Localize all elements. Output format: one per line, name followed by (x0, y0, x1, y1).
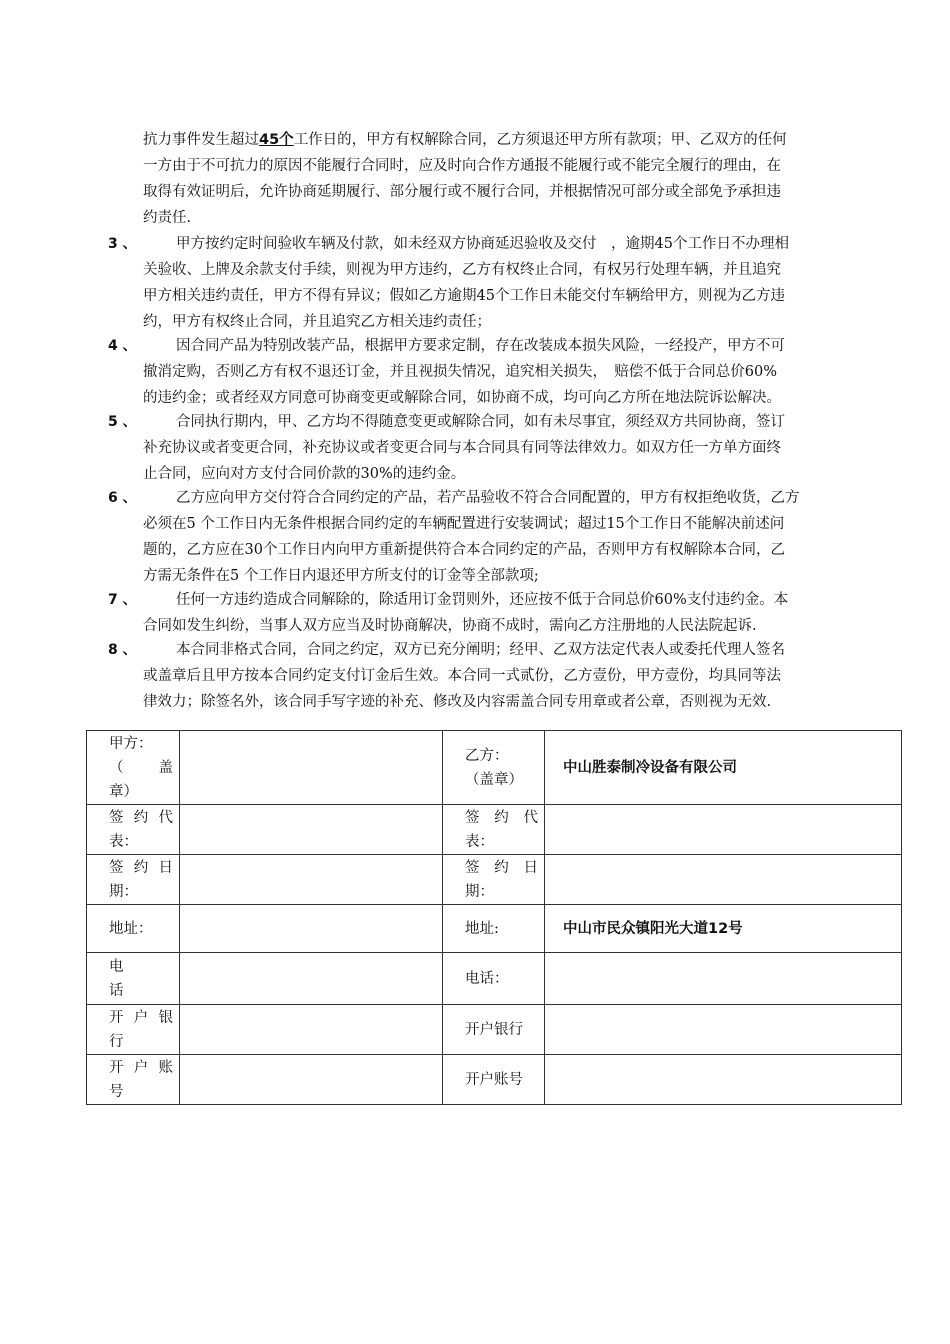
row-bank (87, 1005, 902, 1055)
clause-8-line-1: 本合同非格式合同，合同之约定，双方已充分阐明；经甲、乙双方法定代表人或委托代理人签名 (176, 642, 785, 658)
party-a-label: 甲方： （ 盖 章） (87, 731, 180, 805)
clause-5-line-2: 补充协议或者变更合同，补充协议或者变更合同与本合同具有同等法律效力。如双方任一方单方面终 (143, 440, 781, 456)
clause-7-line-1: 任何一方违约造成合同解除的，除适用订金罚则外，还应按不低于合同总价60%支付违约金。本 (176, 592, 789, 608)
row-account (87, 1055, 902, 1105)
clause-6-number: 6 、 (108, 490, 137, 506)
date-b-label: 签约日 期： (443, 855, 545, 905)
account-b-label: 开户账号 (443, 1055, 545, 1105)
clause-6-line-2: 必须在5 个工作日内无条件根据合同约定的车辆配置进行安装调试；超过15个工作日不能解决前述问 (143, 516, 785, 532)
clause-6-line-4: 方需无条件在5 个工作日内退还甲方所支付的订金等全部款项; (143, 568, 539, 584)
address-a-value[interactable] (180, 905, 443, 953)
clause-3-line-2: 关验收、上牌及余款支付手续，则视为甲方违约，乙方有权终止合同，有权另行处理车辆，并且追究 (143, 262, 781, 278)
clause-2-line-3: 取得有效证明后，允许协商延期履行、部分履行或不履行合同，并根据情况可部分或全部免予承担违 (143, 184, 781, 200)
row-representative (87, 805, 902, 855)
clause-2-line-2: 一方由于不可抗力的原因不能履行合同时，应及时向合作方通报不能履行或不能完全履行的理由，在 (143, 158, 781, 174)
clause-8-line-2: 或盖章后且甲方按本合同约定支付订金后生效。本合同一式贰份，乙方壹份，甲方壹份，均具同等法 (143, 668, 781, 684)
account-a-label: 开户账 号 (87, 1055, 180, 1105)
clause-3-line-3: 甲方相关违约责任，甲方不得有异议；假如乙方逾期45个工作日未能交付车辆给甲方，则视为乙方违 (143, 288, 785, 304)
row-date (87, 855, 902, 905)
clause-4-number: 4 、 (108, 338, 137, 354)
party-a-value[interactable] (180, 731, 443, 805)
clause-5-line-3: 止合同，应向对方支付合同价款的30%的违约金。 (143, 466, 466, 482)
rep-b-label: 签约代 表： (443, 805, 545, 855)
clause-6-line-3: 题的，乙方应在30个工作日内向甲方重新提供符合本合同约定的产品，否则甲方有权解除本合同，乙 (143, 542, 785, 558)
row-phone (87, 953, 902, 1005)
clause-8-line-3: 律效力；除签名外，该合同手写字迹的补充、修改及内容需盖合同专用章或者公章，否则视为无效. (143, 694, 772, 710)
row-address (87, 905, 902, 953)
clause-6-line-1: 乙方应向甲方交付符合合同约定的产品，若产品验收不符合合同配置的，甲方有权拒绝收货，乙方 (176, 490, 800, 506)
party-b-label: 乙方： （盖章） (443, 731, 545, 805)
address-b-label: 地址: (443, 905, 545, 953)
bank-b-value[interactable] (545, 1005, 902, 1055)
clause-4-line-3: 的违约金；或者经双方同意可协商变更或解除合同，如协商不成，均可向乙方所在地法院诉讼解决。 (143, 390, 781, 406)
bank-a-value[interactable] (180, 1005, 443, 1055)
address-b-value: 中山市民众镇阳光大道12号 (545, 905, 902, 953)
clause-7-line-2: 合同如发生纠纷，当事人双方应当及时协商解决，协商不成时，需向乙方注册地的人民法院起诉. (143, 618, 757, 634)
clause-5-number: 5 、 (108, 414, 137, 430)
bank-b-label: 开户银行 (443, 1005, 545, 1055)
account-b-value[interactable] (545, 1055, 902, 1105)
phone-b-label: 电话： (443, 953, 545, 1005)
rep-b-value[interactable] (545, 805, 902, 855)
clause-2-line-4: 约责任. (143, 210, 192, 226)
row-party (87, 731, 902, 805)
party-b-name: 中山胜泰制冷设备有限公司 (545, 731, 902, 805)
phone-b-value[interactable] (545, 953, 902, 1005)
phone-a-label: 电 话 (87, 953, 180, 1005)
clause-4-line-1: 因合同产品为特别改装产品，根据甲方要求定制，存在改装成本损失风险，一经投产，甲方不可 (176, 338, 785, 354)
date-a-value[interactable] (180, 855, 443, 905)
bank-a-label: 开户银 行 (87, 1005, 180, 1055)
clause-8-number: 8 、 (108, 642, 137, 658)
account-a-value[interactable] (180, 1055, 443, 1105)
date-a-label: 签约日 期： (87, 855, 180, 905)
clause-7-number: 7 、 (108, 592, 137, 608)
rep-a-value[interactable] (180, 805, 443, 855)
clause-3-line-1: 甲方按约定时间验收车辆及付款，如未经双方协商延迟验收及交付 ，逾期45个工作日不办理相 (176, 236, 789, 252)
clause-5-line-1: 合同执行期内，甲、乙方均不得随意变更或解除合同，如有未尽事宜，须经双方共同协商，签订 (176, 414, 785, 430)
date-b-value[interactable] (545, 855, 902, 905)
rep-a-label: 签约代 表： (87, 805, 180, 855)
clause-3-number: 3 、 (108, 236, 137, 252)
phone-a-value[interactable] (180, 953, 443, 1005)
clause-4-line-2: 撤消定购，否则乙方有权不退还订金，并且视损失情况，追究相关损失， 赔偿不低于合同总价60% (143, 364, 777, 380)
clause-2-line-1: 抗力事件发生超过45个工作日的，甲方有权解除合同，乙方须退还甲方所有款项；甲、乙双方的任何 (143, 132, 787, 148)
clause-3-line-4: 约，甲方有权终止合同，并且追究乙方相关违约责任； (143, 314, 491, 330)
signature-table (86, 730, 902, 1105)
address-a-label: 地址： (87, 905, 180, 953)
